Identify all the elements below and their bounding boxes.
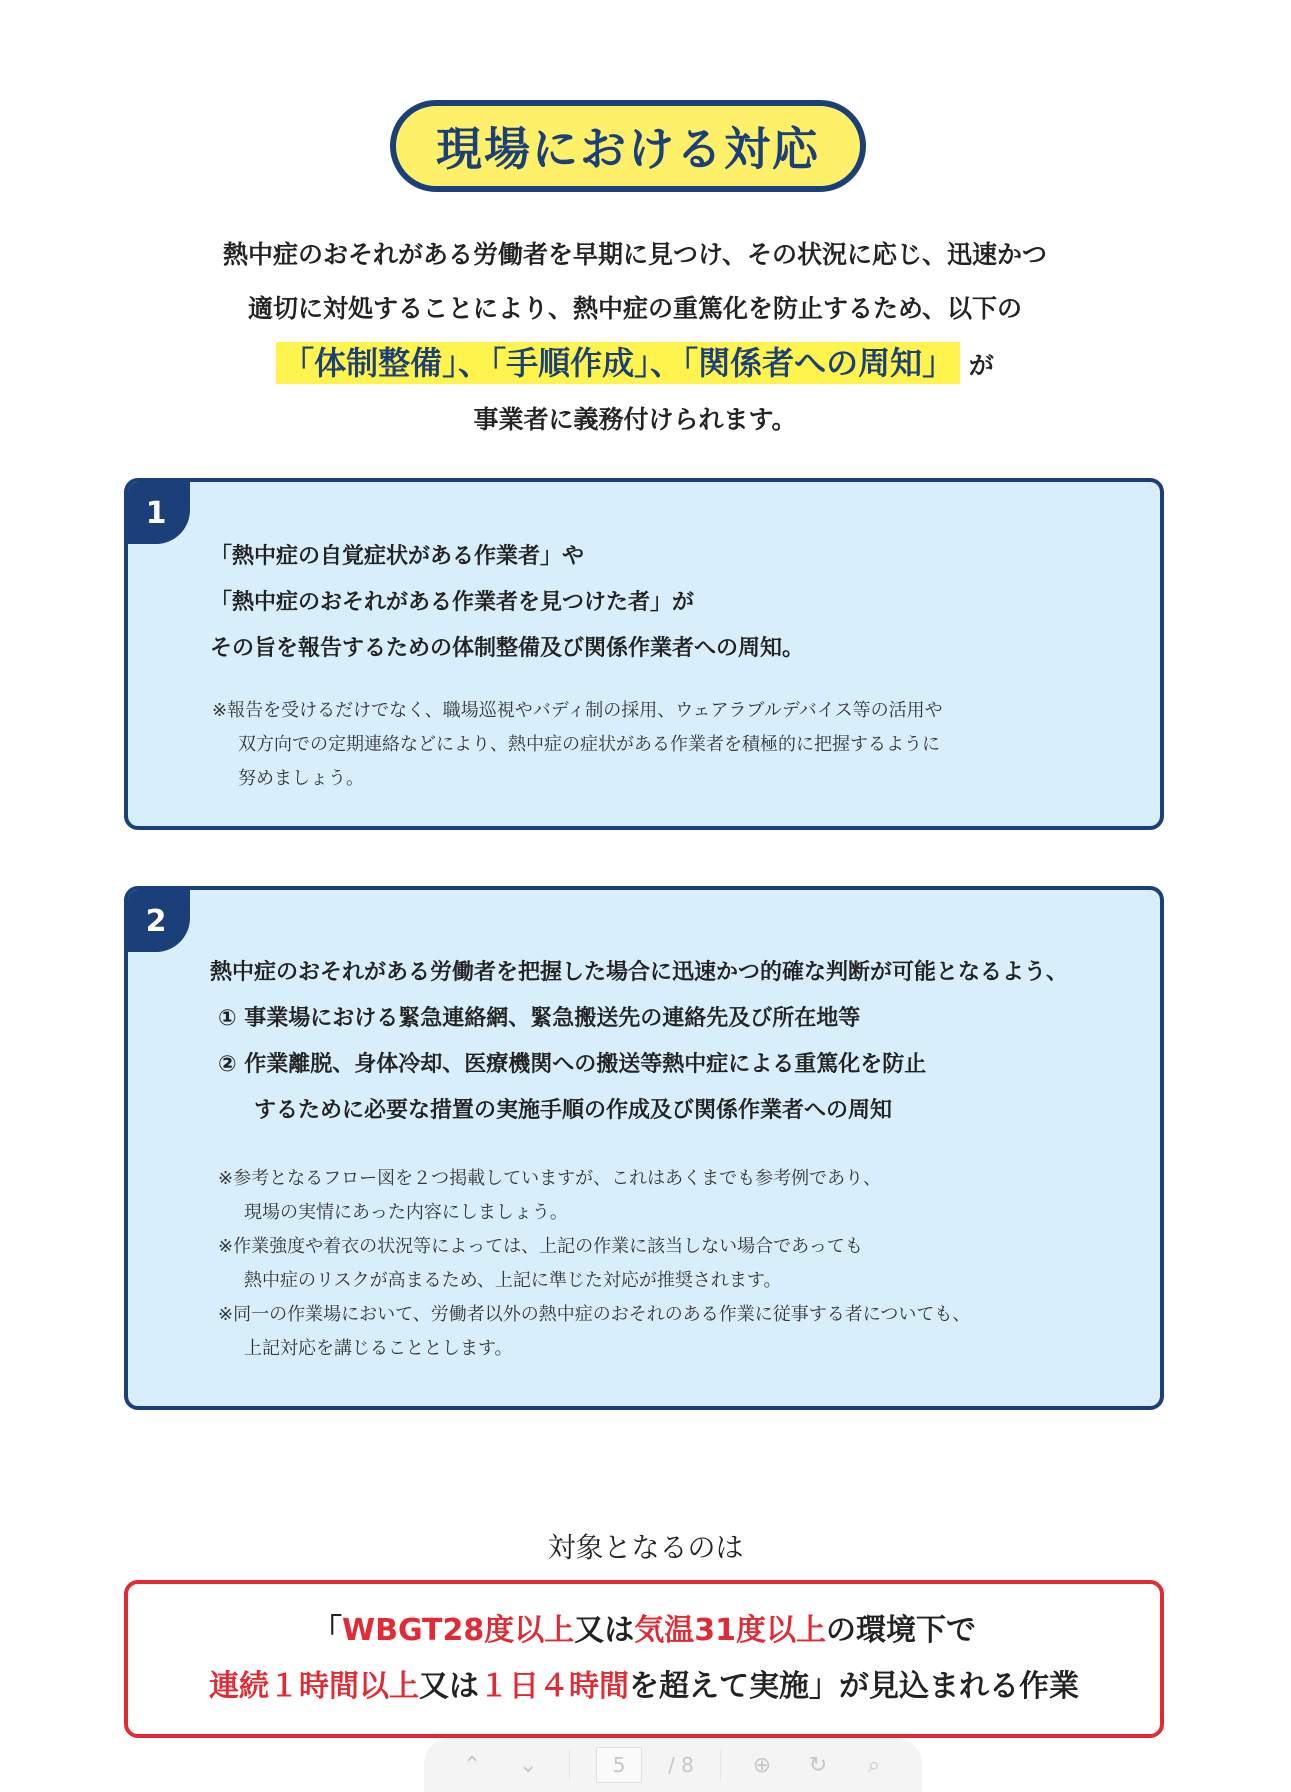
requirement-box-2 [124,886,1164,1410]
pdf-viewer-toolbar [424,1738,922,1792]
target-label: 対象となるのは [547,1531,744,1564]
box2-notes [218,1162,970,1366]
target-environment: の環境下で [826,1613,976,1648]
toolbar-divider [720,1750,721,1780]
chevron-up-icon[interactable]: ⌃ [462,1752,482,1778]
page-total: / 8 [668,1753,694,1777]
target-or-1: 又は [574,1613,635,1648]
box2-item-2-cont: するために必要な措置の実施手順の作成及び関係作業者への周知 [254,1098,893,1123]
intro-highlight: 「体制整備」、「手順作成」、「関係者への周知」 [276,342,960,384]
box1-main-text [210,534,804,672]
intro-text [120,228,1150,447]
box2-note-line-2: 現場の実情にあった内容にしましょう。 [244,1202,568,1223]
number-badge-1: 1 [128,482,190,544]
box2-note-line-5: ※同一の作業場において、労働者以外の熱中症のおそれのある作業に従事する者についても、 [218,1304,971,1325]
box2-note-line-3: ※作業強度や着衣の状況等によっては、上記の作業に該当しない場合であっても [218,1236,863,1257]
box2-note-line-1: ※参考となるフロー図を２つ掲載していますが、これはあくまでも参考例であり、 [218,1168,882,1189]
box2-item-2: ② 作業離脱、身体冷却、医療機関への搬送等熱中症による重篤化を防止 [218,1052,927,1077]
target-daily-hours: １日４時間 [479,1669,629,1704]
box1-note-line-3: 努めましょう。 [238,768,364,789]
box1-main-line-1: 「熱中症の自覚症状がある作業者」や [210,544,585,569]
box1-main-line-2: 「熱中症のおそれがある作業者を見つけた者」が [210,590,695,615]
page-title: 現場における対応 [390,100,866,192]
search-icon[interactable]: ⌕ [867,1752,881,1778]
intro-line-4: 事業者に義務付けられます。 [473,405,797,434]
intro-highlight-suffix: が [968,351,994,380]
box2-note-line-4: 熱中症のリスクが高まるため、上記に準じた対応が推奨されます。 [244,1270,782,1291]
box2-note-line-6: 上記対応を講じることとします。 [244,1338,513,1359]
target-open-bracket: 「 [311,1613,342,1648]
toolbar-divider [569,1750,570,1780]
number-badge-2: 2 [128,890,190,952]
box1-main-line-3: その旨を報告するための体制整備及び関係作業者への周知。 [210,636,805,661]
box2-item-1: ① 事業場における緊急連絡網、緊急搬送先の連絡先及び所在地等 [218,1006,861,1031]
box1-note [212,694,943,796]
box2-main-text [210,950,1068,1134]
intro-line-1: 熱中症のおそれがある労働者を早期に見つけ、その状況に応じ、迅速かつ [222,240,1047,269]
zoom-in-icon[interactable]: ⊕ [752,1752,772,1778]
target-wbgt: WBGT28度以上 [341,1613,575,1648]
target-condition-box [124,1580,1164,1738]
target-or-2: 又は [419,1669,479,1704]
target-temperature: 気温31度以上 [634,1613,826,1648]
target-line-2 [209,1659,1079,1715]
rotate-icon[interactable]: ↻ [808,1752,828,1778]
target-line-1 [312,1603,976,1659]
box1-note-line-2: 双方向での定期連絡などにより、熱中症の症状がある作業者を積極的に把握するように [238,734,940,755]
page-number-input[interactable]: 5 [596,1747,642,1783]
intro-line-3 [120,336,1150,393]
chevron-down-icon[interactable]: ⌄ [518,1752,538,1778]
intro-line-2: 適切に対処することにより、熱中症の重篤化を防止するため、以下の [247,294,1022,323]
requirement-box-1 [124,478,1164,830]
target-work-description: を超えて実施」が見込まれる作業 [629,1669,1079,1704]
box2-lead: 熱中症のおそれがある労働者を把握した場合に迅速かつ的確な判断が可能となるよう、 [210,960,1069,985]
target-continuous-hours: 連続１時間以上 [209,1669,419,1704]
box1-note-line-1: ※報告を受けるだけでなく、職場巡視やバディ制の採用、ウェアラブルデバイス等の活用や [212,700,943,721]
